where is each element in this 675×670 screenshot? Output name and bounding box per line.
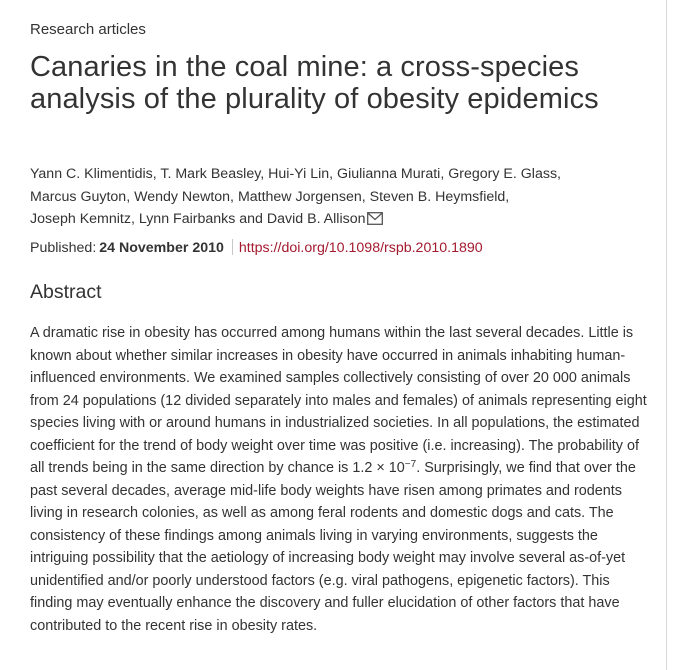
author-link[interactable]: T. Mark Beasley, <box>160 166 265 182</box>
author-link[interactable]: Marcus Guyton, <box>30 188 131 205</box>
section-label: Research articles <box>30 21 146 38</box>
exponent: −7 <box>404 459 417 470</box>
info-separator <box>232 239 233 255</box>
author-name[interactable]: David B. Allison <box>266 211 366 227</box>
published-label: Published: <box>30 240 97 256</box>
author-link[interactable]: Yann C. Klimentidis, <box>30 166 157 182</box>
author-link[interactable]: Giulianna Murati, <box>337 166 445 182</box>
corresponding-author[interactable] <box>267 211 384 227</box>
doi-link[interactable]: https://doi.org/10.1098/rspb.2010.1890 <box>238 240 483 256</box>
author-link[interactable]: Steven B. Heymsfield, <box>369 188 510 205</box>
author-link[interactable]: Hui-Yi Lin, <box>268 166 334 182</box>
author-link[interactable]: Wendy Newton, <box>134 188 234 205</box>
author-conjunction: and <box>239 211 263 227</box>
article-title: Canaries in the coal mine: a cross-species analysis of the plurality of obesity epidemics <box>30 51 599 115</box>
abstract-text-part: A dramatic rise in obesity has occurred among humans within the last several decades. Little is known about whether similar increases in obesity have occurred in animals inhabiting human-influenced environments. We examined samples collectively consisting of over 20 000 animals from 24 populations (12 divided separately into males and females) of animals representing eight species living with or around humans in industrialized societies. In all populations, the estimated coefficient for the trend of body weight over time was positive (i.e. increasing). The probability of all trends being in the same direction by chance is 1.2 × 10 <box>30 325 647 476</box>
publication-info <box>30 239 483 256</box>
abstract-text-part: . Surprisingly, we find that over the past several decades, average mid-life body weights have risen among primates and rodents living in research colonies, as well as among feral rodents and domestic dogs and cats. The consistency of these findings among animals living in varying environments, suggests the intriguing possibility that the aetiology of increasing body weight may involve several as-of-yet unidentified and/or poorly understood factors (e.g. viral pathogens, epigenetic factors). This finding may eventually enhance the discovery and fuller elucidation of other factors that have contributed to the recent rise in obesity rates. <box>30 460 636 634</box>
published-date: 24 November 2010 <box>99 240 224 256</box>
author-link[interactable]: Joseph Kemnitz, <box>30 211 135 227</box>
author-list <box>30 163 640 233</box>
content-divider <box>666 0 667 670</box>
author-link[interactable]: Gregory E. Glass, <box>448 166 561 182</box>
abstract-text <box>30 322 652 637</box>
author-link[interactable]: Lynn Fairbanks <box>138 211 236 227</box>
abstract-heading: Abstract <box>30 281 102 303</box>
author-link[interactable]: Matthew Jorgensen, <box>237 188 366 205</box>
envelope-icon[interactable] <box>367 210 383 233</box>
